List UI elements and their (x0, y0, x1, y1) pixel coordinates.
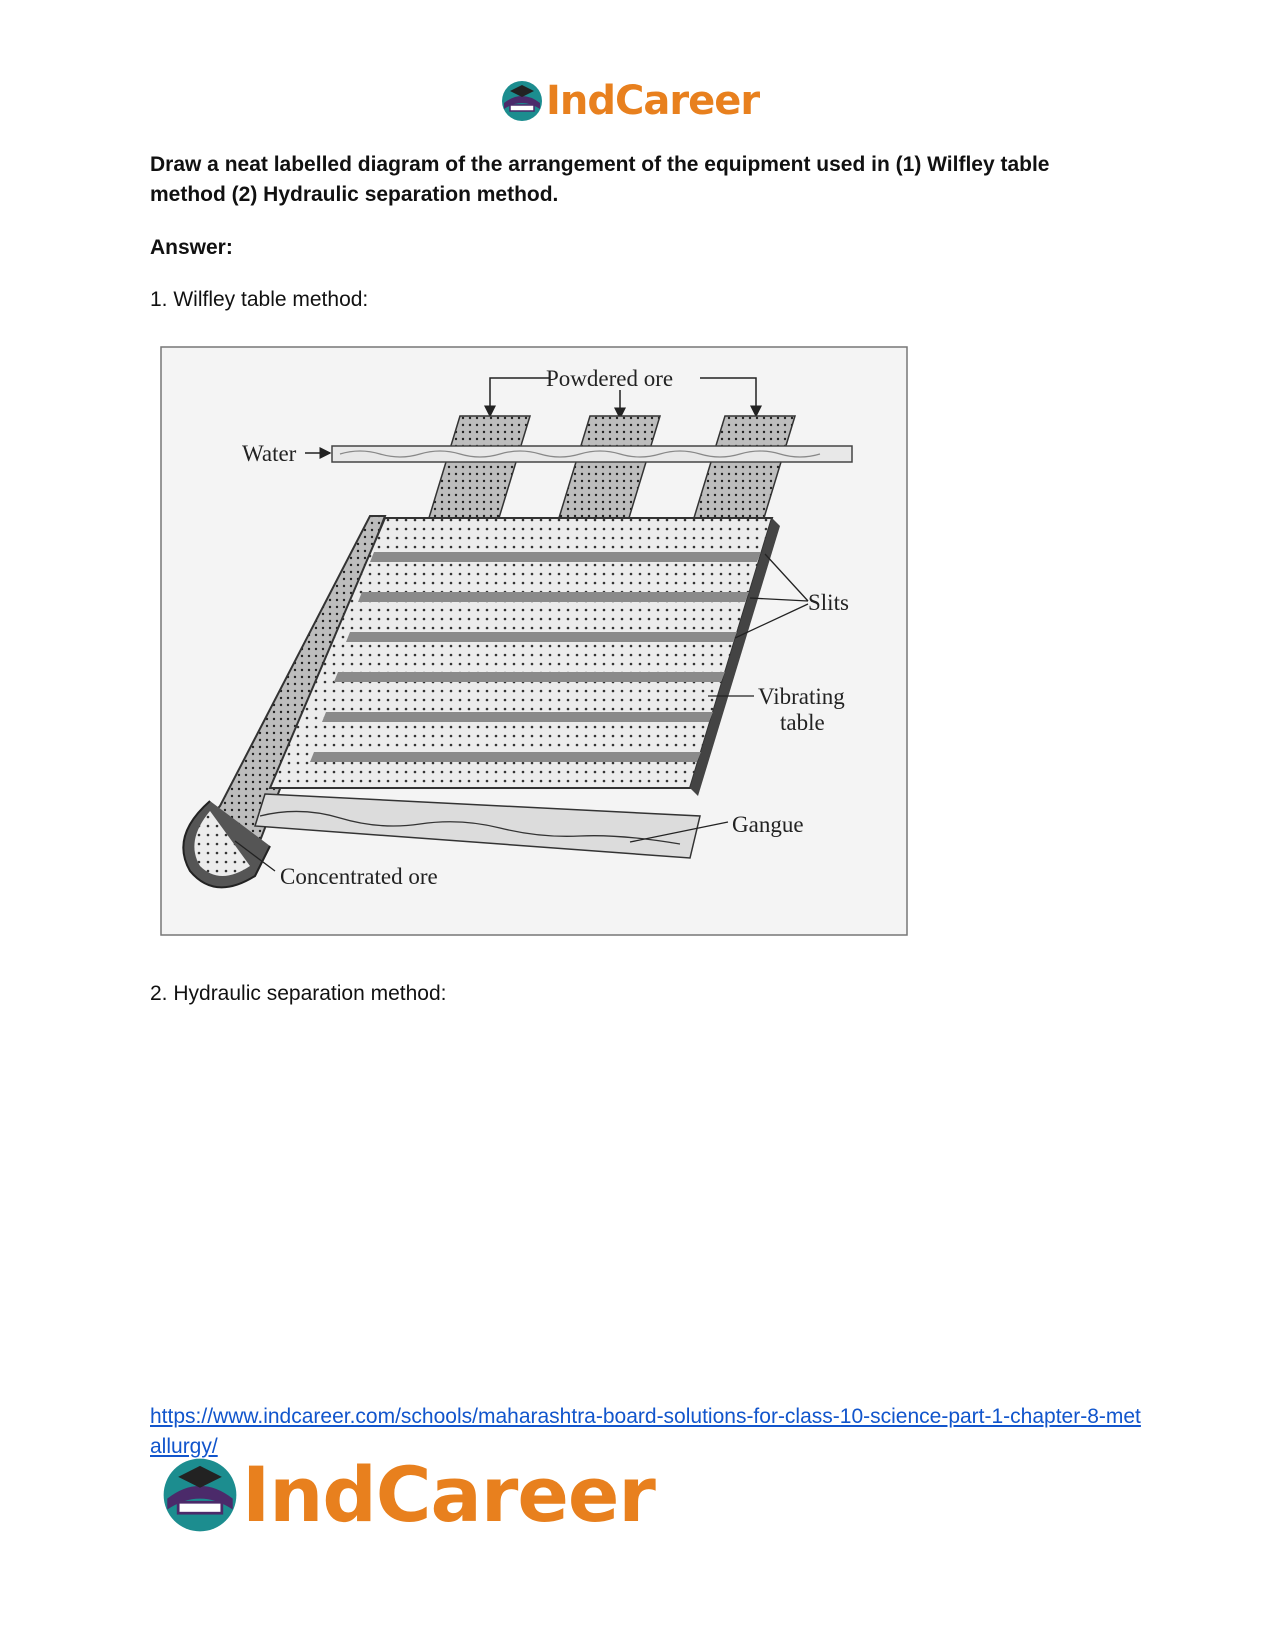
label-gangue: Gangue (732, 812, 804, 837)
label-powdered-ore: Powdered ore (546, 366, 674, 391)
footer-link[interactable]: https://www.indcareer.com/schools/maharashtra-board-solutions-for-class-10-science-part-1-chapter-8-metallurgy/ (150, 1405, 1141, 1458)
label-concentrated-ore: Concentrated ore (280, 864, 438, 889)
label-slits: Slits (808, 590, 849, 615)
item-hydraulic-label: 2. Hydraulic separation method: (150, 982, 447, 1005)
answer-label: Answer: (150, 236, 233, 259)
feed-troughs (425, 416, 795, 531)
question-text: Draw a neat labelled diagram of the arrangement of the equipment used in (1) Wilfley table method (2) Hydraulic separation method. (150, 153, 1050, 206)
footer-logo (160, 1450, 655, 1539)
header-logo (500, 78, 759, 124)
logo-text: IndCareer (546, 78, 760, 124)
label-table: table (780, 710, 825, 735)
label-water: Water (242, 441, 297, 466)
logo-globe-icon (160, 1455, 240, 1535)
logo-text: IndCareer (242, 1450, 655, 1539)
label-vibrating: Vibrating (758, 684, 845, 709)
logo-globe-icon (500, 79, 544, 123)
item-wilfley-label: 1. Wilfley table method: (150, 288, 369, 311)
wilfley-table-diagram (160, 346, 908, 936)
